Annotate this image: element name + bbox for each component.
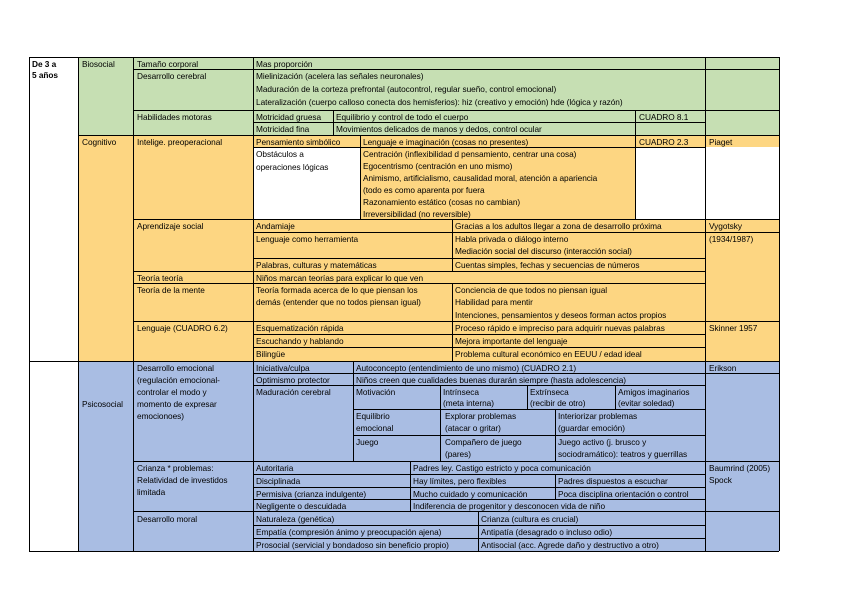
moral-b: Antisocial (acc. Agrede daño y destructivo a otro) <box>481 540 659 550</box>
extrinseca: Extrínseca <box>530 387 569 397</box>
crianza-estilo: Autoritaria <box>256 463 294 473</box>
amigos-imaginarios: (evitar soledad) <box>618 398 675 408</box>
topic-emocional: emocionoes) <box>137 411 184 421</box>
cerebral-line: Lateralización (cuerpo calloso conecta dos hemisferios): hiz (creativo y emoción) hde (lógica y razón) <box>256 97 623 107</box>
lenguaje-row-a: Esquematización rápida <box>256 323 344 333</box>
topic-moral: Desarrollo moral <box>137 514 198 524</box>
interiorizar-problemas: (guardar emoción) <box>558 423 625 433</box>
iniciativa-culpa: Iniciativa/culpa <box>256 363 310 373</box>
domain-biosocial: Biosocial <box>82 59 115 69</box>
author-piaget: Piaget <box>709 137 733 147</box>
topic-emocional: momento de expresar <box>137 399 217 409</box>
topic-crianza: limitada <box>137 487 166 497</box>
andamiaje: Andamiaje <box>256 221 295 231</box>
lenguaje-row-b: Problema cultural económico en EEUU / edad ideal <box>455 349 642 359</box>
companero-juego: (pares) <box>445 449 471 459</box>
crianza-desc: Padres ley. Castigo estricto y poca comunicación <box>413 463 591 473</box>
moral-a: Naturaleza (genética) <box>256 514 335 524</box>
interiorizar-problemas: Interiorizar problemas <box>558 411 638 421</box>
andamiaje-desc: Gracias a los adultos llegar a zona de desarrollo próxima <box>455 221 662 231</box>
equilibrio-emocional: emocional <box>356 423 394 433</box>
optimismo-protector: Optimismo protector <box>256 375 330 385</box>
topic-emocional: Desarrollo emocional <box>137 363 214 373</box>
crianza-desc: Indiferencia de progenitor y desconocen vida de niño <box>413 501 606 511</box>
cerebral-line: Mielinización (acelera las señales neuronales) <box>256 71 424 81</box>
equilibrio-emocional: Equilibrio <box>356 411 390 421</box>
obstaculo-item: Centración (inflexibilidad d pensamiento, centrar una cosa) <box>363 149 577 159</box>
lenguaje-row-a: Escuchando y hablando <box>256 336 344 346</box>
crianza-desc-b: Padres dispuestos a escuchar <box>558 476 668 486</box>
teoria-mente-item: Intenciones, pensamientos y deseos forman actos propios <box>455 310 667 320</box>
intrinseca: Intrínseca <box>443 387 479 397</box>
author-erikson: Erikson <box>709 363 737 373</box>
motivacion: Motivación <box>356 387 396 397</box>
topic-teoria-teoria: Teoría teoría <box>137 273 183 283</box>
teoria-mente-item: Habilidad para mentir <box>455 297 533 307</box>
obstaculo-item: Irreversibilidad (no reversible) <box>363 209 471 219</box>
moral-b: Antipatía (desagrado o incluso odio) <box>481 527 613 537</box>
cuadro-8-1: CUADRO 8.1 <box>639 112 689 122</box>
lenguaje-row-a: Bilingüe <box>256 349 286 359</box>
author-spock: Spock <box>709 475 732 485</box>
crianza-desc: Hay límites, pero flexibles <box>413 476 507 486</box>
domain-psicosocial: Psicosocial <box>82 399 123 409</box>
topic-aprendizaje-social: Aprendizaje social <box>137 221 204 231</box>
explorar-problemas: (atacar o gritar) <box>445 423 501 433</box>
lenguaje-row-b: Proceso rápido e impreciso para adquirir nuevas palabras <box>455 323 665 333</box>
herramienta-desc: Habla privada o diálogo interno <box>455 234 569 244</box>
obstaculos-label: operaciones lógicas <box>256 162 329 172</box>
author-baumrind: Baumrind (2005) <box>709 463 771 473</box>
moral-b: Crianza (cultura es crucial) <box>481 514 579 524</box>
topic-motoras: Habilidades motoras <box>137 112 212 122</box>
crianza-desc-b: Poca disciplina orientación o control <box>558 489 689 499</box>
topic-emocional: (regulación emocional- <box>137 375 220 385</box>
age-range-line-2: 5 años <box>32 70 58 80</box>
obstaculo-item: Animismo, artificialismo, causalidad moral, atención a apariencia <box>363 173 598 183</box>
lenguaje-herramienta: Lenguaje como herramienta <box>256 234 359 244</box>
explorar-problemas: Explorar problemas <box>445 411 517 421</box>
crianza-estilo: Disciplinada <box>256 476 301 486</box>
topic-tamano: Tamaño corporal <box>137 59 199 69</box>
crianza-estilo: Permisiva (crianza indulgente) <box>256 489 367 499</box>
topic-cerebral: Desarrollo cerebral <box>137 71 207 81</box>
motricidad-fina-desc: Movimientos delicados de manos y dedos, control ocular <box>336 124 542 134</box>
orange-white-obstaculos-c <box>705 147 779 219</box>
lenguaje-row-b: Mejora importante del lenguaje <box>455 336 568 346</box>
teoria-mente-desc: Teoría formada acerca de lo que piensan los <box>256 285 418 295</box>
moral-a: Prosocial (servicial y bondadoso sin beneficio propio) <box>256 540 449 550</box>
obstaculos-label: Obstáculos a <box>256 149 304 159</box>
optimismo-desc: Niños creen que cualidades buenas durarán siempre (hasta adolescencia) <box>356 375 627 385</box>
juego: Juego <box>356 437 379 447</box>
moral-a: Empatía (compresión ánimo y preocupación ajena) <box>256 527 442 537</box>
motricidad-gruesa-desc: Equilibrio y control de todo el cuerpo <box>336 112 469 122</box>
topic-preoperacional: Intelige. preoperacional <box>137 137 223 147</box>
topic-lenguaje: Lenguaje (CUADRO 6.2) <box>137 323 228 333</box>
cuadro-2-3: CUADRO 2.3 <box>639 137 689 147</box>
topic-teoria-mente: Teoría de la mente <box>137 285 205 295</box>
pensamiento-simbolico-desc: Lenguaje e imaginación (cosas no presentes) <box>363 137 529 147</box>
intrinseca: (meta interna) <box>443 398 494 408</box>
companero-juego: Compañero de juego <box>445 437 522 447</box>
crianza-estilo: Negligente o descuidada <box>256 501 347 511</box>
tamano-desc: Mas proporción <box>256 59 313 69</box>
palabras-culturas: Palabras, culturas y matemáticas <box>256 260 377 270</box>
topic-crianza: Relatividad de investidos <box>137 475 228 485</box>
orange-white-obstaculos-b <box>635 147 705 219</box>
author-vygotsky-year: (1934/1987) <box>709 234 754 244</box>
topic-crianza: Crianza * problemas: <box>137 463 214 473</box>
author-vygotsky: Vygotsky <box>709 221 742 231</box>
domain-cognitivo: Cognitivo <box>82 137 117 147</box>
obstaculo-item: Razonamiento estático (cosas no cambian) <box>363 197 521 207</box>
motricidad-gruesa: Motricidad gruesa <box>256 112 322 122</box>
iniciativa-desc: Autoconcepto (entendimiento de uno mismo) (CUADRO 2.1) <box>356 363 577 373</box>
maduracion-cerebral: Maduración cerebral <box>256 387 331 397</box>
herramienta-desc: Mediación social del discurso (interacción social) <box>455 246 632 256</box>
motricidad-fina: Motricidad fina <box>256 124 310 134</box>
cerebral-line: Maduración de la corteza prefrontal (autocontrol, regular sueño, control emocional) <box>256 84 557 94</box>
teoria-teoria-desc: Niños marcan teorías para explicar lo que ven <box>256 273 424 283</box>
teoria-mente-item: Conciencia de que todos no piensan igual <box>455 285 608 295</box>
palabras-desc: Cuentas simples, fechas y secuencias de números <box>455 260 640 270</box>
obstaculo-item: (todo es como aparenta por fuera <box>363 185 485 195</box>
amigos-imaginarios: Amigos imaginarios <box>618 387 690 397</box>
age-range-line-1: De 3 a <box>32 59 57 69</box>
juego-activo: Juego activo (j. brusco y <box>558 437 647 447</box>
crianza-desc: Mucho cuidado y comunicación <box>413 489 528 499</box>
obstaculo-item: Egocentrismo (centración en uno mismo) <box>363 161 513 171</box>
topic-emocional: controlar el modo y <box>137 387 207 397</box>
extrinseca: (recibir de otro) <box>530 398 586 408</box>
teoria-mente-desc: demás (entender que no todos piensan igual) <box>256 297 421 307</box>
juego-activo: sociodramático): teatros y guerrillas <box>558 449 688 459</box>
author-skinner: Skinner 1957 <box>709 323 758 333</box>
pensamiento-simbolico: Pensamiento simbólico <box>256 137 341 147</box>
